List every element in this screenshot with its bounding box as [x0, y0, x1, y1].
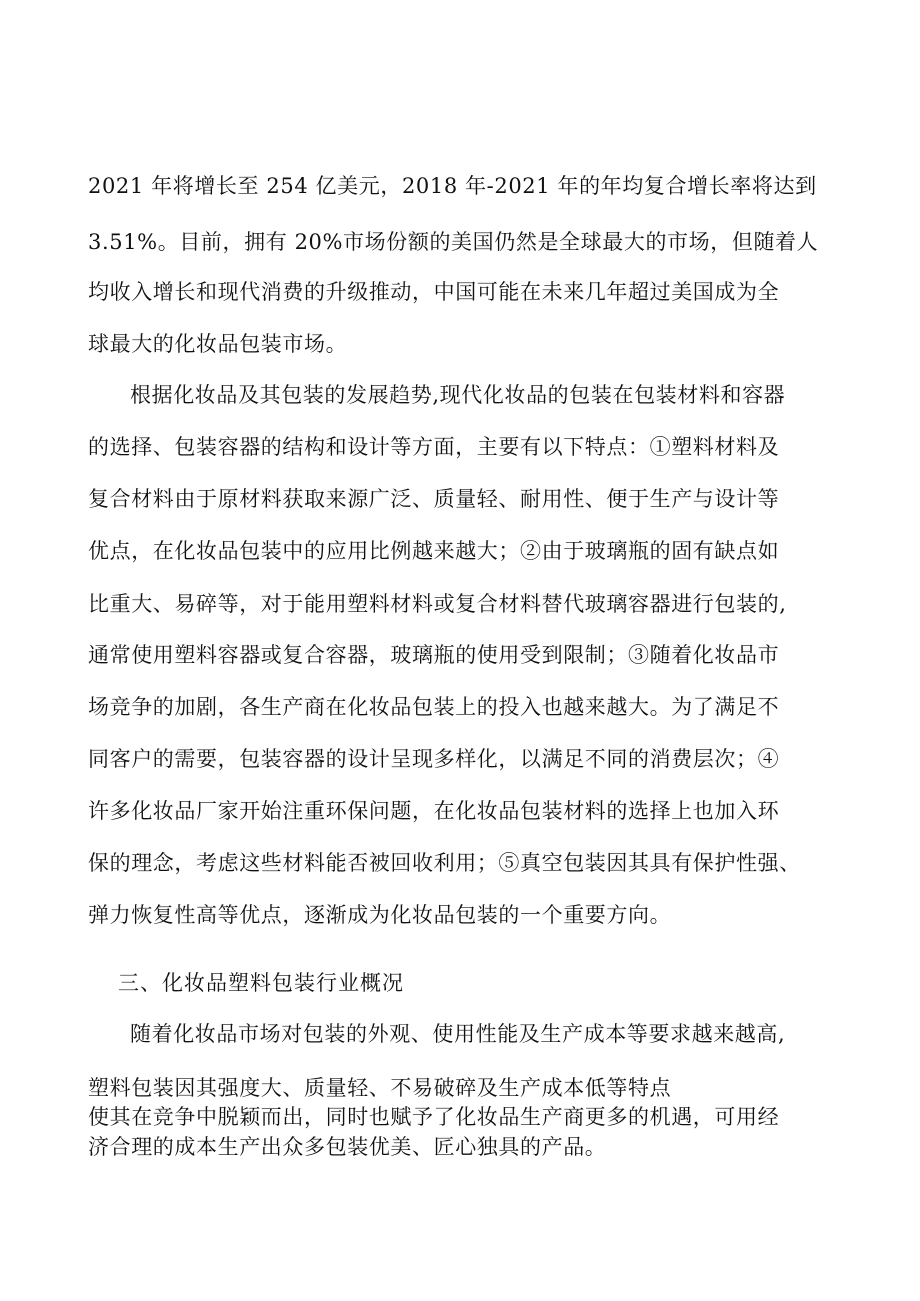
- text-line: 使其在竞争中脱颖而出，同时也赋予了化妆品生产商更多的机遇，可用经: [88, 1105, 780, 1129]
- text-line: 2021 年将增长至 254 亿美元，2018 年-2021 年的年均复合增长率将达到: [88, 174, 817, 198]
- text-line: 复合材料由于原材料获取来源广泛、质量轻、耐用性、便于生产与设计等: [88, 487, 780, 511]
- text-line: 3.51%。目前，拥有 20%市场份额的美国仍然是全球最大的市场，但随着人: [88, 230, 819, 254]
- text-line: 均收入增长和现代消费的升级推动，中国可能在未来几年超过美国成为全: [88, 280, 780, 304]
- text-line: 根据化妆品及其包装的发展趋势,现代化妆品的包装在包装材料和容器: [130, 383, 786, 407]
- text-line: 同客户的需要，包装容器的设计呈现多样化，以满足不同的消费层次；④: [88, 747, 780, 771]
- text-line: 比重大、易碎等，对于能用塑料材料或复合材料替代玻璃容器进行包装的,: [88, 592, 787, 616]
- text-line: 优点，在化妆品包装中的应用比例越来越大；②由于玻璃瓶的固有缺点如: [88, 539, 780, 563]
- text-line: 济合理的成本生产出众多包装优美、匠心独具的产品。: [88, 1135, 607, 1159]
- text-line: 塑料包装因其强度大、质量轻、不易破碎及生产成本低等特点: [88, 1076, 672, 1100]
- text-line: 弹力恢复性高等优点，逐渐成为化妆品包装的一个重要方向。: [88, 903, 672, 927]
- text-line: 的选择、包装容器的结构和设计等方面，主要有以下特点：①塑料材料及: [88, 435, 780, 459]
- text-line: 许多化妆品厂家开始注重环保问题，在化妆品包装材料的选择上也加入环: [88, 799, 780, 823]
- text-line: 场竞争的加剧，各生产商在化妆品包装上的投入也越来越大。为了满足不: [88, 695, 780, 719]
- section-heading: 三、化妆品塑料包装行业概况: [118, 971, 404, 995]
- text-line: 通常使用塑料容器或复合容器，玻璃瓶的使用受到限制；③随着化妆品市: [88, 643, 780, 667]
- text-line: 球最大的化妆品包装市场。: [88, 332, 348, 356]
- text-line: 随着化妆品市场对包装的外观、使用性能及生产成本等要求越来越高,: [130, 1022, 786, 1046]
- text-line: 保的理念，考虑这些材料能否被回收利用；⑤真空包装因其具有保护性强、: [88, 851, 801, 875]
